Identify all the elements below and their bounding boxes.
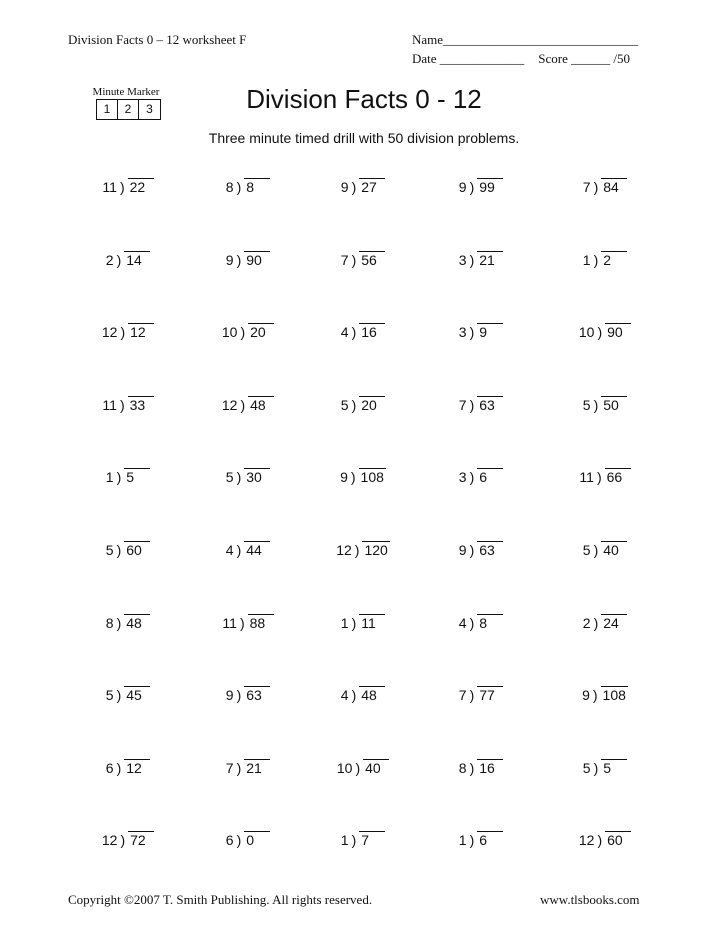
divisor: 10 xyxy=(221,324,238,341)
dividend: 72 xyxy=(128,831,154,848)
divisor: 8 xyxy=(225,179,234,195)
divisor: 8 xyxy=(458,759,467,776)
division-bracket: ) xyxy=(119,179,125,195)
divisor: 1 xyxy=(105,469,114,486)
divisor: 1 xyxy=(340,832,349,849)
dividend: 60 xyxy=(605,831,631,848)
division-problem xyxy=(303,386,423,426)
division-bracket: ) xyxy=(236,251,242,268)
divisor: 6 xyxy=(225,832,234,849)
divisor: 7 xyxy=(458,687,467,704)
problem-text xyxy=(421,686,541,703)
copyright: Copyright ©2007 T. Smith Publishing. All rights reserved. xyxy=(68,892,373,907)
division-problem xyxy=(421,313,541,353)
division-bracket: ) xyxy=(351,324,357,341)
division-problem xyxy=(421,458,541,498)
division-problem xyxy=(188,458,308,498)
dividend: 56 xyxy=(359,251,385,268)
divisor: 6 xyxy=(105,759,114,776)
problem-text xyxy=(303,396,423,413)
dividend: 11 xyxy=(359,614,385,631)
problem-text xyxy=(303,468,423,485)
problem-text xyxy=(68,614,188,631)
division-problem xyxy=(68,676,188,716)
problem-text xyxy=(68,541,188,558)
division-problem xyxy=(545,604,665,644)
division-bracket: ) xyxy=(116,251,122,268)
division-bracket: ) xyxy=(593,759,599,776)
division-bracket: ) xyxy=(469,759,475,776)
divisor: 5 xyxy=(105,687,114,704)
dividend: 12 xyxy=(124,759,150,776)
divisor: 9 xyxy=(340,179,349,195)
problem-text xyxy=(421,541,541,558)
dividend: 120 xyxy=(364,542,388,558)
division-bracket: ) xyxy=(351,179,357,195)
problem-text xyxy=(188,831,308,848)
divisor: 12 xyxy=(221,396,238,413)
dividend: 30 xyxy=(244,468,270,485)
division-problem xyxy=(188,531,308,571)
problem-text xyxy=(545,541,665,558)
division-bracket: ) xyxy=(354,542,360,558)
minute-box-1: 1 xyxy=(97,100,118,119)
division-bracket: ) xyxy=(116,687,122,704)
division-problem xyxy=(303,821,423,861)
divisor: 9 xyxy=(582,687,590,704)
divisor: 3 xyxy=(458,251,467,268)
division-problem xyxy=(421,531,541,571)
divisor: 11 xyxy=(102,396,117,413)
division-problem xyxy=(303,458,423,498)
dividend: 108 xyxy=(360,469,384,486)
division-bracket: ) xyxy=(351,396,357,413)
division-problem xyxy=(303,604,423,644)
divisor: 5 xyxy=(105,542,114,558)
division-problem xyxy=(303,749,423,789)
divisor: 10 xyxy=(578,324,595,341)
division-problem xyxy=(68,386,188,426)
dividend: 27 xyxy=(359,178,385,195)
division-bracket: ) xyxy=(469,396,475,413)
problem-text xyxy=(545,178,665,195)
problem-text xyxy=(303,759,423,776)
divisor: 11 xyxy=(579,469,594,486)
divisor: 1 xyxy=(582,251,591,268)
division-bracket: ) xyxy=(593,542,599,558)
divisor: 7 xyxy=(225,759,234,776)
divisor: 7 xyxy=(458,396,467,413)
division-problem xyxy=(68,821,188,861)
dividend: 60 xyxy=(124,541,150,558)
division-bracket: ) xyxy=(116,542,122,558)
dividend: 33 xyxy=(128,396,154,413)
division-problem xyxy=(303,313,423,353)
division-problem xyxy=(545,821,665,861)
problem-text xyxy=(303,178,423,195)
division-bracket: ) xyxy=(355,759,361,776)
division-bracket: ) xyxy=(469,324,475,341)
problem-text xyxy=(188,251,308,268)
division-bracket: ) xyxy=(593,179,599,195)
dividend: 50 xyxy=(601,396,627,413)
division-problem xyxy=(421,676,541,716)
dividend: 2 xyxy=(601,251,627,268)
division-problem xyxy=(303,168,423,208)
dividend: 63 xyxy=(477,396,503,413)
division-bracket: ) xyxy=(236,179,242,195)
division-problem xyxy=(421,749,541,789)
dividend: 14 xyxy=(124,251,150,268)
problem-text xyxy=(421,178,541,195)
problem-text xyxy=(188,686,308,703)
problem-text xyxy=(68,468,188,485)
dividend: 5 xyxy=(124,468,150,485)
dividend: 20 xyxy=(359,396,385,413)
dividend: 99 xyxy=(477,178,503,195)
division-problem xyxy=(545,168,665,208)
divisor: 2 xyxy=(582,614,591,631)
problem-text xyxy=(545,831,665,848)
division-bracket: ) xyxy=(469,614,475,631)
division-problem xyxy=(68,531,188,571)
problem-text xyxy=(545,759,665,776)
problem-text xyxy=(68,251,188,268)
problem-text xyxy=(188,468,308,485)
divisor: 1 xyxy=(458,832,467,849)
division-bracket: ) xyxy=(592,687,598,704)
division-problem xyxy=(421,168,541,208)
dividend: 8 xyxy=(477,614,503,631)
problem-text xyxy=(545,686,665,703)
dividend: 63 xyxy=(244,686,270,703)
division-bracket: ) xyxy=(236,542,242,558)
divisor: 1 xyxy=(340,614,349,631)
dividend: 108 xyxy=(602,687,626,704)
divisor: 4 xyxy=(340,324,349,341)
problem-text xyxy=(303,251,423,268)
divisor: 12 xyxy=(101,324,118,341)
divisor: 12 xyxy=(336,542,352,558)
dividend: 22 xyxy=(128,178,154,195)
divisor: 3 xyxy=(458,324,467,341)
problem-text xyxy=(545,468,665,485)
divisor: 11 xyxy=(102,179,117,195)
division-problem xyxy=(188,604,308,644)
dividend: 44 xyxy=(244,541,270,558)
divisor: 4 xyxy=(340,687,349,704)
date-line: Date _____________ xyxy=(412,51,525,66)
problem-text xyxy=(188,759,308,776)
division-bracket: ) xyxy=(593,614,599,631)
divisor: 7 xyxy=(340,251,349,268)
division-problem xyxy=(68,241,188,281)
division-problem xyxy=(303,676,423,716)
division-bracket: ) xyxy=(116,614,122,631)
division-problem xyxy=(68,458,188,498)
division-bracket: ) xyxy=(120,832,126,849)
divisor: 9 xyxy=(225,687,234,704)
page-subtitle: Three minute timed drill with 50 division problems. xyxy=(208,130,520,146)
problem-text xyxy=(303,831,423,848)
dividend: 20 xyxy=(248,323,274,340)
page-title-text: Division Facts 0 - 12 xyxy=(246,84,482,114)
division-bracket: ) xyxy=(597,324,603,341)
division-bracket: ) xyxy=(351,687,357,704)
division-bracket: ) xyxy=(116,469,122,486)
division-bracket: ) xyxy=(119,396,125,413)
division-bracket: ) xyxy=(240,324,246,341)
problem-text xyxy=(421,468,541,485)
problem-text xyxy=(303,686,423,703)
dividend: 48 xyxy=(124,614,150,631)
division-bracket: ) xyxy=(596,469,602,486)
dividend: 63 xyxy=(477,541,503,558)
problem-text xyxy=(421,614,541,631)
problem-text xyxy=(188,614,308,631)
division-bracket: ) xyxy=(236,832,242,849)
minute-box-3: 3 xyxy=(146,102,153,116)
division-bracket: ) xyxy=(469,832,475,849)
division-bracket: ) xyxy=(120,324,126,341)
division-problem xyxy=(421,386,541,426)
division-bracket: ) xyxy=(116,759,122,776)
divisor: 8 xyxy=(105,614,114,631)
divisor: 9 xyxy=(458,542,467,558)
problem-text xyxy=(545,251,665,268)
divisor: 5 xyxy=(340,396,349,413)
date-score-line xyxy=(412,51,630,67)
division-problem xyxy=(545,386,665,426)
dividend: 88 xyxy=(248,614,274,631)
division-problem xyxy=(68,168,188,208)
division-problem xyxy=(421,604,541,644)
division-problem xyxy=(545,531,665,571)
dividend: 8 xyxy=(244,178,270,195)
division-problem xyxy=(188,676,308,716)
problem-text xyxy=(303,614,423,631)
divisor: 12 xyxy=(578,832,595,849)
division-problem xyxy=(68,313,188,353)
divisor: 7 xyxy=(582,179,591,195)
division-bracket: ) xyxy=(236,469,242,486)
division-bracket: ) xyxy=(350,469,356,486)
division-problem xyxy=(545,241,665,281)
division-bracket: ) xyxy=(239,614,245,631)
page-title xyxy=(0,84,728,115)
problem-text xyxy=(545,614,665,631)
division-problem xyxy=(545,458,665,498)
score-line: Score ______ /50 xyxy=(538,51,631,66)
division-bracket: ) xyxy=(236,687,242,704)
problem-text xyxy=(68,686,188,703)
dividend: 40 xyxy=(601,541,627,558)
divisor: 9 xyxy=(340,469,348,486)
divisor: 2 xyxy=(105,251,114,268)
division-bracket: ) xyxy=(469,179,475,195)
division-bracket: ) xyxy=(236,759,242,776)
problem-text xyxy=(68,759,188,776)
dividend: 24 xyxy=(601,614,627,631)
dividend: 6 xyxy=(477,468,503,485)
name-line: Name______________________________ xyxy=(412,32,639,47)
problem-text xyxy=(188,178,308,195)
division-bracket: ) xyxy=(351,614,357,631)
division-bracket: ) xyxy=(351,832,357,849)
division-problem xyxy=(68,749,188,789)
dividend: 16 xyxy=(359,323,385,340)
problem-text xyxy=(303,541,423,558)
dividend: 0 xyxy=(244,831,270,848)
dividend: 84 xyxy=(601,178,627,195)
dividend: 12 xyxy=(128,323,154,340)
division-problem xyxy=(188,241,308,281)
dividend: 6 xyxy=(477,831,503,848)
dividend: 90 xyxy=(605,323,631,340)
dividend: 45 xyxy=(124,686,150,703)
division-bracket: ) xyxy=(469,687,475,704)
division-problem xyxy=(303,241,423,281)
minute-marker-label: Minute Marker xyxy=(92,86,160,98)
problem-text xyxy=(303,323,423,340)
divisor: 12 xyxy=(101,832,118,849)
worksheet-label: Division Facts 0 – 12 worksheet F xyxy=(68,32,247,47)
problem-text xyxy=(545,396,665,413)
problem-text xyxy=(421,323,541,340)
division-bracket: ) xyxy=(469,542,475,558)
dividend: 48 xyxy=(359,686,385,703)
divisor: 4 xyxy=(225,542,234,558)
division-problem xyxy=(188,749,308,789)
dividend: 16 xyxy=(477,759,503,776)
divisor: 5 xyxy=(582,396,591,413)
dividend: 7 xyxy=(359,831,385,848)
division-bracket: ) xyxy=(597,832,603,849)
problem-text xyxy=(68,178,188,195)
division-problem xyxy=(68,604,188,644)
division-bracket: ) xyxy=(351,251,357,268)
division-problem xyxy=(188,821,308,861)
division-problem xyxy=(188,313,308,353)
dividend: 90 xyxy=(244,251,270,268)
problem-text xyxy=(188,323,308,340)
divisor: 3 xyxy=(458,469,467,486)
dividend: 21 xyxy=(477,251,503,268)
dividend: 66 xyxy=(605,468,631,485)
problem-text xyxy=(421,831,541,848)
website: www.tlsbooks.com xyxy=(540,892,640,907)
dividend: 5 xyxy=(601,759,627,776)
divisor: 5 xyxy=(225,469,234,486)
minute-box-2: 2 xyxy=(118,100,139,119)
divisor: 5 xyxy=(582,542,591,558)
dividend: 48 xyxy=(248,396,274,413)
divisor: 9 xyxy=(225,251,234,268)
problem-text xyxy=(68,396,188,413)
problem-text xyxy=(68,831,188,848)
division-bracket: ) xyxy=(593,251,599,268)
divisor: 9 xyxy=(458,179,467,195)
divisor: 5 xyxy=(582,759,591,776)
dividend: 9 xyxy=(477,323,503,340)
problem-text xyxy=(188,541,308,558)
divisor: 4 xyxy=(458,614,467,631)
problem-text xyxy=(421,759,541,776)
problem-text xyxy=(188,396,308,413)
divisor: 11 xyxy=(222,614,237,631)
divisor: 10 xyxy=(336,759,353,776)
division-problem xyxy=(303,531,423,571)
division-problem xyxy=(421,241,541,281)
division-problem xyxy=(545,676,665,716)
division-problem xyxy=(545,313,665,353)
division-problem xyxy=(188,386,308,426)
division-bracket: ) xyxy=(240,396,246,413)
division-bracket: ) xyxy=(593,396,599,413)
division-problem xyxy=(188,168,308,208)
division-problem xyxy=(545,749,665,789)
dividend: 21 xyxy=(244,759,270,776)
dividend: 40 xyxy=(363,759,389,776)
problem-text xyxy=(421,396,541,413)
problem-text xyxy=(421,251,541,268)
division-problem xyxy=(421,821,541,861)
dividend: 77 xyxy=(477,686,503,703)
problem-text xyxy=(68,323,188,340)
division-bracket: ) xyxy=(469,251,475,268)
division-bracket: ) xyxy=(469,469,475,486)
problem-text xyxy=(545,323,665,340)
